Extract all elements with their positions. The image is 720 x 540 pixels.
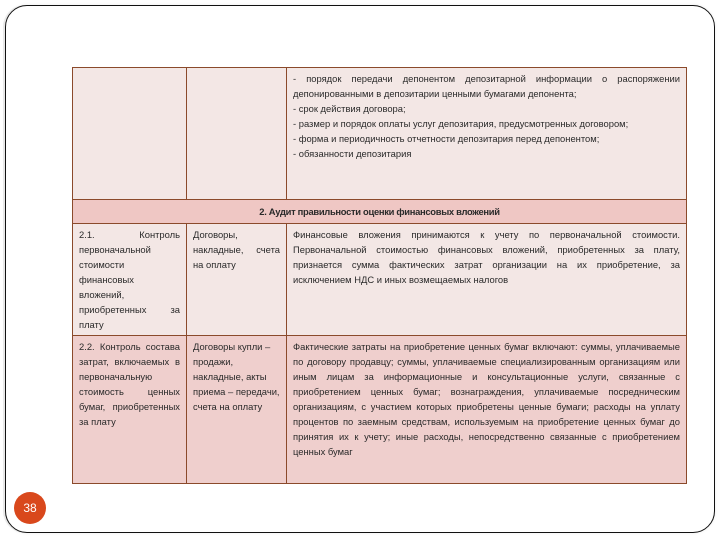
table-row <box>73 336 687 484</box>
cell-procedure: 2.1. Контроль первоначальной стоимости финансовых вложений, приобретенных за плату <box>73 224 187 336</box>
cell-sources-empty <box>187 68 287 200</box>
list-item: - обязанности депозитария <box>293 148 412 159</box>
cell-content: Фактические затраты на приобретение ценных бумаг включают: суммы, уплачиваемые по договору продавцу; суммы, уплачиваемые специализированным организациям или иным лицам за информационные и консультационные услуги, связанные с приобретением ценных бумаг; вознаграждения, уплачиваемые посредническим организациям, с участием которых приобретены ценные бумаги; расходы на уплату процентов по заемным средствам, используемым на приобретение ценных бумаг до принятия их к учету; иные расходы, непосредственно связанные с приобретением ценных бумаг <box>287 336 687 484</box>
cell-contract-terms-list <box>287 68 687 200</box>
cell-procedure-empty <box>73 68 187 200</box>
section-header-row <box>73 200 687 224</box>
list-item: - размер и порядок оплаты услуг депозитария, предусмотренных договором; <box>293 118 629 129</box>
page-number-badge: 38 <box>14 492 46 524</box>
cell-sources: Договоры, накладные, счета на оплату <box>187 224 287 336</box>
cell-content: Финансовые вложения принимаются к учету по первоначальной стоимости. Первоначальной стоимостью финансовых вложений, приобретенных за плату, признается сумма фактических затрат организации на их приобретение, за исключением НДС и иных возмещаемых налогов <box>287 224 687 336</box>
cell-sources: Договоры купли – продажи, накладные, акты приема – передачи, счета на оплату <box>187 336 287 484</box>
table-row-continuation <box>73 68 687 200</box>
list-item: - форма и периодичность отчетности депозитария перед депонентом; <box>293 133 600 144</box>
list-item: - порядок передачи депонентом депозитарной информации о распоряжении депонированными в депозитарии ценными бумагами депонента; <box>293 73 680 99</box>
list-item: - срок действия договора; <box>293 103 406 114</box>
cell-procedure: 2.2. Контроль состава затрат, включаемых в первоначальную стоимость ценных бумаг, приобретенных за плату <box>73 336 187 484</box>
table-row <box>73 224 687 336</box>
section-header: 2. Аудит правильности оценки финансовых вложений <box>73 200 687 224</box>
audit-table <box>72 67 687 484</box>
